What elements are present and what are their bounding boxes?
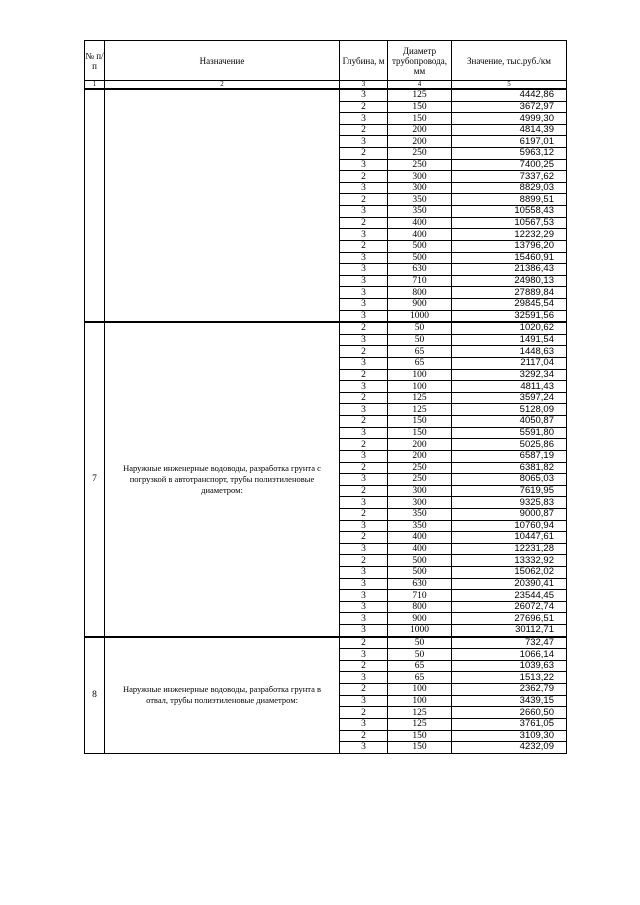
value-cell: 21386,43 (452, 264, 567, 276)
group-name (105, 89, 340, 322)
diameter-cell: 400 (388, 543, 452, 555)
depth-cell: 2 (340, 148, 388, 160)
depth-cell: 2 (340, 171, 388, 183)
depth-cell: 3 (340, 89, 388, 101)
value-cell: 23544,45 (452, 590, 567, 602)
depth-cell: 3 (340, 695, 388, 707)
diameter-cell: 500 (388, 555, 452, 567)
diameter-cell: 300 (388, 497, 452, 509)
group-name: Наружные инженерные водоводы, разработка грунта в отвал, трубы полиэтиленовые диаметром: (105, 637, 340, 754)
diameter-cell: 100 (388, 369, 452, 381)
depth-cell: 2 (340, 124, 388, 136)
diameter-cell: 65 (388, 660, 452, 672)
table-row (85, 322, 567, 334)
table-row (85, 637, 567, 649)
header-name: Назначение (105, 41, 340, 81)
value-cell: 7337,62 (452, 171, 567, 183)
diameter-cell: 65 (388, 672, 452, 684)
diameter-cell: 400 (388, 532, 452, 544)
depth-cell: 2 (340, 322, 388, 334)
depth-cell: 3 (340, 182, 388, 194)
depth-cell: 3 (340, 427, 388, 439)
diameter-cell: 1000 (388, 310, 452, 322)
depth-cell: 3 (340, 450, 388, 462)
group-number: 7 (85, 322, 105, 636)
depth-cell: 2 (340, 485, 388, 497)
value-cell: 20390,41 (452, 578, 567, 590)
depth-cell: 2 (340, 532, 388, 544)
depth-cell: 3 (340, 229, 388, 241)
diameter-cell: 710 (388, 275, 452, 287)
diameter-cell: 500 (388, 566, 452, 578)
depth-cell: 3 (340, 566, 388, 578)
diameter-cell: 50 (388, 334, 452, 346)
diameter-cell: 150 (388, 730, 452, 742)
value-cell: 2362,79 (452, 684, 567, 696)
value-cell: 1491,54 (452, 334, 567, 346)
diameter-cell: 300 (388, 171, 452, 183)
diameter-cell: 125 (388, 718, 452, 730)
value-cell: 4999,30 (452, 113, 567, 125)
depth-cell: 3 (340, 404, 388, 416)
value-cell: 2117,04 (452, 358, 567, 370)
depth-cell: 3 (340, 625, 388, 637)
depth-cell: 3 (340, 578, 388, 590)
value-cell: 12232,29 (452, 229, 567, 241)
header-depth: Глубина, м (340, 41, 388, 81)
depth-cell: 3 (340, 287, 388, 299)
value-cell: 24980,13 (452, 275, 567, 287)
value-cell: 27696,51 (452, 613, 567, 625)
diameter-cell: 800 (388, 287, 452, 299)
diameter-cell: 630 (388, 264, 452, 276)
value-cell: 6197,01 (452, 136, 567, 148)
value-cell: 3672,97 (452, 101, 567, 113)
diameter-cell: 125 (388, 404, 452, 416)
depth-cell: 3 (340, 497, 388, 509)
diameter-cell: 1000 (388, 625, 452, 637)
diameter-cell: 350 (388, 206, 452, 218)
diameter-cell: 250 (388, 148, 452, 160)
value-cell: 6587,19 (452, 450, 567, 462)
value-cell: 8829,03 (452, 182, 567, 194)
diameter-cell: 900 (388, 298, 452, 310)
diameter-cell: 50 (388, 649, 452, 661)
value-cell: 4442,86 (452, 89, 567, 101)
depth-cell: 3 (340, 649, 388, 661)
value-cell: 27889,84 (452, 287, 567, 299)
diameter-cell: 150 (388, 113, 452, 125)
depth-cell: 3 (340, 601, 388, 613)
depth-cell: 2 (340, 730, 388, 742)
value-cell: 5963,12 (452, 148, 567, 160)
depth-cell: 3 (340, 113, 388, 125)
depth-cell: 2 (340, 555, 388, 567)
value-cell: 3761,05 (452, 718, 567, 730)
value-cell: 10760,94 (452, 520, 567, 532)
value-cell: 5591,80 (452, 427, 567, 439)
value-cell: 3109,30 (452, 730, 567, 742)
depth-cell: 2 (340, 240, 388, 252)
header-diameter: Диаметр трубопровода, мм (388, 41, 452, 81)
depth-cell: 3 (340, 264, 388, 276)
value-cell: 15460,91 (452, 252, 567, 264)
diameter-cell: 250 (388, 159, 452, 171)
value-cell: 12231,28 (452, 543, 567, 555)
table-row (85, 89, 567, 101)
diameter-cell: 400 (388, 217, 452, 229)
diameter-cell: 350 (388, 508, 452, 520)
value-cell: 4811,43 (452, 381, 567, 393)
colnum-1: 1 (85, 81, 105, 90)
depth-cell: 3 (340, 252, 388, 264)
value-cell: 29845,54 (452, 298, 567, 310)
diameter-cell: 250 (388, 474, 452, 486)
depth-cell: 2 (340, 346, 388, 358)
diameter-cell: 100 (388, 684, 452, 696)
colnum-3: 3 (340, 81, 388, 90)
depth-cell: 2 (340, 369, 388, 381)
value-cell: 10447,61 (452, 532, 567, 544)
value-cell: 30112,71 (452, 625, 567, 637)
diameter-cell: 200 (388, 136, 452, 148)
header-row (85, 41, 567, 81)
value-cell: 8065,03 (452, 474, 567, 486)
diameter-cell: 350 (388, 520, 452, 532)
value-cell: 6381,82 (452, 462, 567, 474)
value-cell: 26072,74 (452, 601, 567, 613)
header-value: Значение, тыс.руб./км (452, 41, 567, 81)
colnum-2: 2 (105, 81, 340, 90)
depth-cell: 2 (340, 194, 388, 206)
depth-cell: 2 (340, 462, 388, 474)
diameter-cell: 500 (388, 240, 452, 252)
value-cell: 4050,87 (452, 416, 567, 428)
diameter-cell: 100 (388, 695, 452, 707)
depth-cell: 2 (340, 684, 388, 696)
value-cell: 10558,43 (452, 206, 567, 218)
depth-cell: 3 (340, 159, 388, 171)
group-number: 8 (85, 637, 105, 754)
diameter-cell: 65 (388, 346, 452, 358)
depth-cell: 2 (340, 660, 388, 672)
depth-cell: 3 (340, 672, 388, 684)
diameter-cell: 300 (388, 182, 452, 194)
depth-cell: 3 (340, 310, 388, 322)
diameter-cell: 900 (388, 613, 452, 625)
diameter-cell: 100 (388, 381, 452, 393)
value-cell: 3439,15 (452, 695, 567, 707)
diameter-cell: 150 (388, 742, 452, 754)
value-cell: 1448,63 (452, 346, 567, 358)
value-cell: 4232,09 (452, 742, 567, 754)
diameter-cell: 150 (388, 416, 452, 428)
diameter-cell: 125 (388, 392, 452, 404)
value-cell: 2660,50 (452, 707, 567, 719)
value-cell: 5025,86 (452, 439, 567, 451)
depth-cell: 3 (340, 474, 388, 486)
depth-cell: 3 (340, 520, 388, 532)
value-cell: 13796,20 (452, 240, 567, 252)
value-cell: 732,47 (452, 637, 567, 649)
header-num: № п/п (85, 41, 105, 81)
value-cell: 8899,51 (452, 194, 567, 206)
diameter-cell: 300 (388, 485, 452, 497)
group-number (85, 89, 105, 322)
depth-cell: 2 (340, 707, 388, 719)
depth-cell: 2 (340, 101, 388, 113)
diameter-cell: 125 (388, 89, 452, 101)
diameter-cell: 65 (388, 358, 452, 370)
depth-cell: 2 (340, 637, 388, 649)
value-cell: 9325,83 (452, 497, 567, 509)
diameter-cell: 800 (388, 601, 452, 613)
depth-cell: 3 (340, 718, 388, 730)
colnum-5: 5 (452, 81, 567, 90)
value-cell: 9000,87 (452, 508, 567, 520)
diameter-cell: 250 (388, 462, 452, 474)
depth-cell: 3 (340, 590, 388, 602)
colnum-4: 4 (388, 81, 452, 90)
value-cell: 7400,25 (452, 159, 567, 171)
depth-cell: 2 (340, 416, 388, 428)
diameter-cell: 200 (388, 450, 452, 462)
depth-cell: 3 (340, 358, 388, 370)
depth-cell: 3 (340, 742, 388, 754)
value-cell: 1039,63 (452, 660, 567, 672)
value-cell: 5128,09 (452, 404, 567, 416)
depth-cell: 3 (340, 206, 388, 218)
diameter-cell: 400 (388, 229, 452, 241)
depth-cell: 3 (340, 543, 388, 555)
value-cell: 7619,95 (452, 485, 567, 497)
diameter-cell: 500 (388, 252, 452, 264)
diameter-cell: 200 (388, 124, 452, 136)
value-cell: 10567,53 (452, 217, 567, 229)
depth-cell: 3 (340, 613, 388, 625)
depth-cell: 2 (340, 439, 388, 451)
diameter-cell: 200 (388, 439, 452, 451)
depth-cell: 3 (340, 334, 388, 346)
depth-cell: 3 (340, 136, 388, 148)
diameter-cell: 710 (388, 590, 452, 602)
depth-cell: 2 (340, 392, 388, 404)
depth-cell: 2 (340, 508, 388, 520)
value-cell: 3597,24 (452, 392, 567, 404)
value-cell: 15062,02 (452, 566, 567, 578)
diameter-cell: 630 (388, 578, 452, 590)
value-cell: 1513,22 (452, 672, 567, 684)
depth-cell: 3 (340, 275, 388, 287)
value-cell: 3292,34 (452, 369, 567, 381)
depth-cell: 3 (340, 298, 388, 310)
value-cell: 13332,92 (452, 555, 567, 567)
diameter-cell: 150 (388, 101, 452, 113)
column-number-row (85, 81, 567, 90)
value-cell: 1020,62 (452, 322, 567, 334)
value-cell: 32591,56 (452, 310, 567, 322)
value-cell: 1066,14 (452, 649, 567, 661)
diameter-cell: 50 (388, 637, 452, 649)
diameter-cell: 125 (388, 707, 452, 719)
diameter-cell: 50 (388, 322, 452, 334)
depth-cell: 3 (340, 381, 388, 393)
depth-cell: 2 (340, 217, 388, 229)
value-cell: 4814,39 (452, 124, 567, 136)
rates-table (84, 40, 567, 754)
diameter-cell: 350 (388, 194, 452, 206)
diameter-cell: 150 (388, 427, 452, 439)
group-name: Наружные инженерные водоводы, разработка грунта с погрузкой в автотранспорт, трубы полиэтиленовые диаметром: (105, 322, 340, 636)
